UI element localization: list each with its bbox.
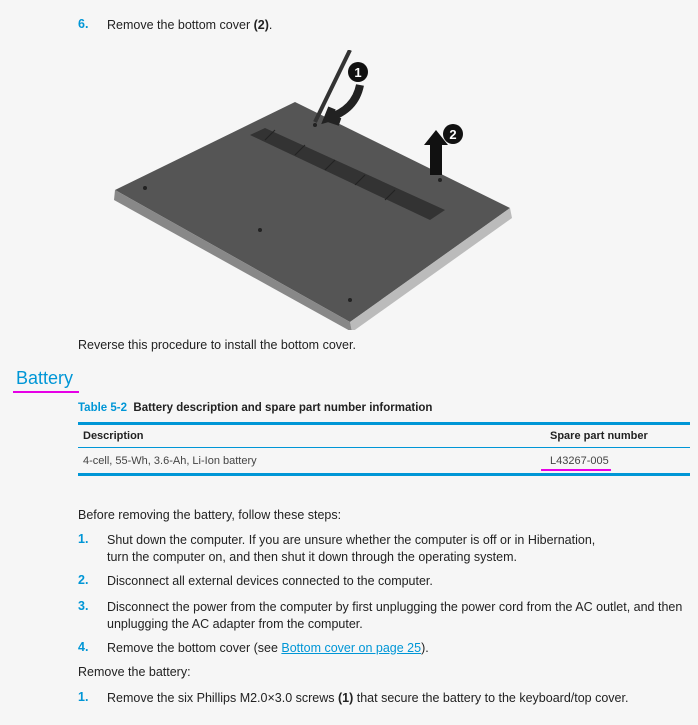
step-text: Remove the bottom cover (see Bottom cover on page 25). [107,641,429,655]
annotation-underline [13,391,79,393]
step-text: Remove the six Phillips M2.0×3.0 screws (1) that secure the battery to the keyboard/top cover. [107,691,629,705]
remove-text: Remove the battery: [78,665,191,679]
step-text: Remove the bottom cover (2). [107,18,273,32]
table-bottom-rule [78,473,690,476]
table-header: Description [83,430,144,442]
svg-text:1: 1 [354,65,362,80]
step-text: Disconnect all external devices connected to the computer. [107,574,433,588]
table-header: Spare part number [550,430,648,442]
step-number: 1. [78,532,89,546]
svg-text:2: 2 [449,127,457,142]
table-caption: Table 5-2 Battery description and spare part number information [78,402,433,414]
before-text: Before removing the battery, follow these steps: [78,508,342,522]
reverse-text: Reverse this procedure to install the bottom cover. [78,338,356,352]
table-top-rule [78,422,690,425]
table-cell: 4-cell, 55-Wh, 3.6-Ah, Li-Ion battery [83,455,257,467]
table-cell: L43267-005 [550,455,609,467]
step-number: 6. [78,17,89,31]
step-number: 1. [78,690,89,704]
bottom-cover-illustration [100,50,520,330]
step-text: Disconnect the power from the computer by first unplugging the power cord from the AC outlet, and then unplugging the AC adapter from the computer. [107,600,683,631]
step-text: Shut down the computer. If you are unsure whether the computer is off or in Hibernation, turn the computer on, and then shut it down through the operating system. [107,533,596,564]
annotation-underline [541,469,611,471]
step-number: 2. [78,573,89,587]
section-title: Battery [16,368,74,388]
step-number: 3. [78,599,89,613]
bottom-cover-link[interactable]: Bottom cover on page 25 [281,641,422,655]
step-number: 4. [78,640,89,654]
table-divider [78,447,690,448]
